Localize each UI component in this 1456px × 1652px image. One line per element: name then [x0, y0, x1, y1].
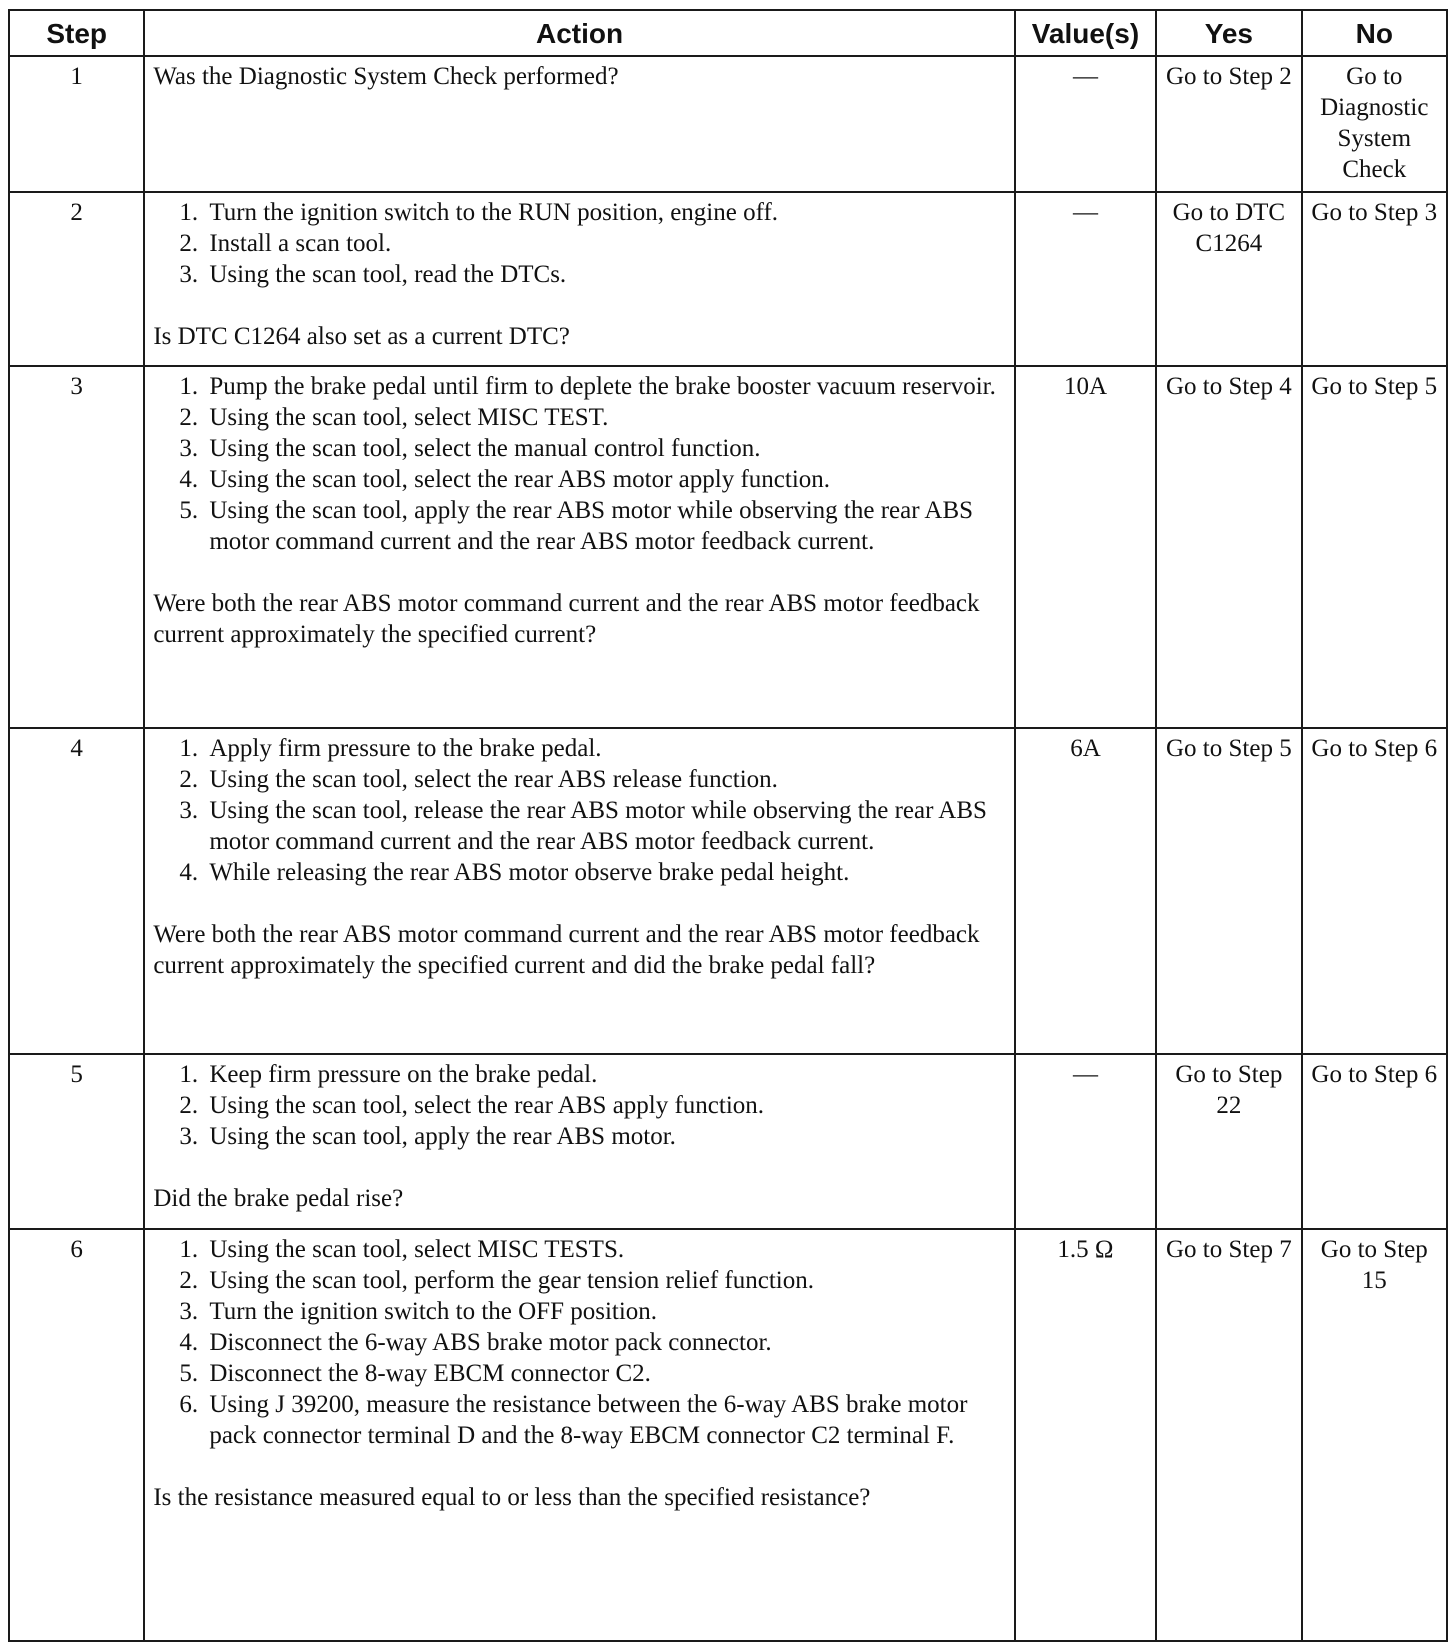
value-cell: 10A	[1015, 366, 1156, 728]
substep-text: Pump the brake pedal until firm to deplete the brake booster vacuum reservoir.	[209, 372, 996, 400]
substep-number: 5.	[179, 1359, 199, 1387]
substep-text: Using the scan tool, read the DTCs.	[209, 261, 567, 289]
substep-number: 2.	[179, 766, 199, 794]
substep-number: 4.	[179, 465, 199, 493]
header-row	[9, 10, 1447, 56]
no-cell: Go to Step 3	[1302, 192, 1447, 366]
substep	[179, 371, 1005, 402]
table-row	[9, 366, 1447, 728]
value-cell: 6A	[1015, 728, 1156, 1054]
substep	[179, 1327, 1005, 1358]
substep-list	[153, 733, 1005, 888]
yes-cell: Go to DTC C1264	[1156, 192, 1301, 366]
substep	[179, 733, 1005, 764]
substep-text: Using the scan tool, release the rear ABS motor while observing the rear ABS motor command current and the rear ABS motor feedback current.	[209, 797, 987, 856]
table-row	[9, 1054, 1447, 1229]
header-yes: Yes	[1156, 10, 1301, 56]
substep	[179, 259, 1005, 290]
substep-number: 2.	[179, 230, 199, 258]
substep-number: 2.	[179, 1266, 199, 1294]
action-question: Is the resistance measured equal to or less than the specified resistance?	[153, 1483, 871, 1511]
substep	[179, 197, 1005, 228]
value-cell: 1.5 Ω	[1015, 1229, 1156, 1641]
substep-number: 4.	[179, 859, 199, 887]
substep-number: 1.	[179, 1061, 199, 1089]
step-cell: 4	[9, 728, 144, 1054]
substep	[179, 433, 1005, 464]
step-cell: 3	[9, 366, 144, 728]
substep	[179, 1234, 1005, 1265]
substep-number: 3.	[179, 797, 199, 825]
substep	[179, 795, 1005, 857]
substep-text: Using the scan tool, select the rear ABS motor apply function.	[209, 465, 831, 493]
substep-text: Disconnect the 8-way EBCM connector C2.	[209, 1359, 651, 1387]
table-row	[9, 1229, 1447, 1641]
table-row	[9, 192, 1447, 366]
no-cell: Go to Step 6	[1302, 1054, 1447, 1229]
substep	[179, 1265, 1005, 1296]
header-step: Step	[9, 10, 144, 56]
diagnostic-table	[8, 9, 1448, 1642]
substep-text: Turn the ignition switch to the RUN position, engine off.	[209, 199, 779, 227]
substep	[179, 495, 1005, 557]
action-cell	[144, 728, 1014, 1054]
action-cell	[144, 1229, 1014, 1641]
action-question: Were both the rear ABS motor command current and the rear ABS motor feedback current approximately the specified current?	[153, 589, 980, 648]
substep	[179, 228, 1005, 259]
substep-number: 1.	[179, 1235, 199, 1263]
action-intro: Was the Diagnostic System Check performed?	[153, 63, 619, 90]
action-cell	[144, 1054, 1014, 1229]
substep-list	[153, 1234, 1005, 1451]
no-cell: Go to Step 15	[1302, 1229, 1447, 1641]
substep-number: 2.	[179, 1092, 199, 1120]
step-cell: 2	[9, 192, 144, 366]
substep-number: 1.	[179, 372, 199, 400]
value-cell: —	[1015, 1054, 1156, 1229]
substep	[179, 1059, 1005, 1090]
value-cell: —	[1015, 56, 1156, 192]
value-cell: —	[1015, 192, 1156, 366]
substep-text: Using the scan tool, select MISC TEST.	[209, 403, 609, 431]
no-cell: Go to Diagnostic System Check	[1302, 56, 1447, 192]
substep-number: 3.	[179, 434, 199, 462]
substep	[179, 1358, 1005, 1389]
no-cell: Go to Step 6	[1302, 728, 1447, 1054]
substep-number: 4.	[179, 1328, 199, 1356]
yes-cell: Go to Step 22	[1156, 1054, 1301, 1229]
yes-cell: Go to Step 4	[1156, 366, 1301, 728]
action-cell	[144, 192, 1014, 366]
substep-number: 3.	[179, 261, 199, 289]
substep-list	[153, 371, 1005, 557]
action-question: Were both the rear ABS motor command current and the rear ABS motor feedback current approximately the specified current and did the brake pedal fall?	[153, 921, 980, 980]
substep-number: 3.	[179, 1297, 199, 1325]
substep	[179, 764, 1005, 795]
substep	[179, 464, 1005, 495]
substep-text: Using the scan tool, apply the rear ABS motor while observing the rear ABS motor command current and the rear ABS motor feedback current.	[209, 496, 974, 555]
substep-text: Using the scan tool, select the rear ABS release function.	[209, 766, 778, 794]
action-cell	[144, 366, 1014, 728]
substep-number: 2.	[179, 403, 199, 431]
table-row	[9, 728, 1447, 1054]
substep	[179, 1296, 1005, 1327]
substep	[179, 857, 1005, 888]
substep-text: Using the scan tool, select MISC TESTS.	[209, 1235, 625, 1263]
action-question: Did the brake pedal rise?	[153, 1185, 404, 1213]
substep-number: 1.	[179, 199, 199, 227]
yes-cell: Go to Step 7	[1156, 1229, 1301, 1641]
no-cell: Go to Step 5	[1302, 366, 1447, 728]
substep-text: Install a scan tool.	[209, 230, 392, 258]
substep-text: Using the scan tool, select the manual control function.	[209, 434, 761, 462]
substep-text: Using the scan tool, select the rear ABS apply function.	[209, 1092, 765, 1120]
substep-number: 3.	[179, 1123, 199, 1151]
substep-number: 6.	[179, 1390, 199, 1418]
substep-list	[153, 197, 1005, 290]
substep-text: Using the scan tool, apply the rear ABS motor.	[209, 1123, 676, 1151]
substep-text: Keep firm pressure on the brake pedal.	[209, 1061, 598, 1089]
substep-text: Using the scan tool, perform the gear tension relief function.	[209, 1266, 814, 1294]
substep-text: Using J 39200, measure the resistance between the 6-way ABS brake motor pack connector terminal D and the 8-way EBCM connector C2 terminal F.	[209, 1390, 968, 1449]
substep-number: 5.	[179, 496, 199, 524]
action-question: Is DTC C1264 also set as a current DTC?	[153, 323, 570, 351]
substep-text: While releasing the rear ABS motor observe brake pedal height.	[209, 859, 850, 887]
header-no: No	[1302, 10, 1447, 56]
substep-text: Turn the ignition switch to the OFF position.	[209, 1297, 658, 1325]
substep-text: Disconnect the 6-way ABS brake motor pack connector.	[209, 1328, 772, 1356]
table-row	[9, 56, 1447, 192]
substep-text: Apply firm pressure to the brake pedal.	[209, 735, 602, 763]
substep-number: 1.	[179, 735, 199, 763]
substep	[179, 402, 1005, 433]
substep	[179, 1121, 1005, 1152]
header-action: Action	[144, 10, 1014, 56]
step-cell: 1	[9, 56, 144, 192]
yes-cell: Go to Step 5	[1156, 728, 1301, 1054]
step-cell: 5	[9, 1054, 144, 1229]
step-cell: 6	[9, 1229, 144, 1641]
action-cell	[144, 56, 1014, 192]
substep-list	[153, 1059, 1005, 1152]
substep	[179, 1389, 1005, 1451]
yes-cell: Go to Step 2	[1156, 56, 1301, 192]
substep	[179, 1090, 1005, 1121]
header-values: Value(s)	[1015, 10, 1156, 56]
